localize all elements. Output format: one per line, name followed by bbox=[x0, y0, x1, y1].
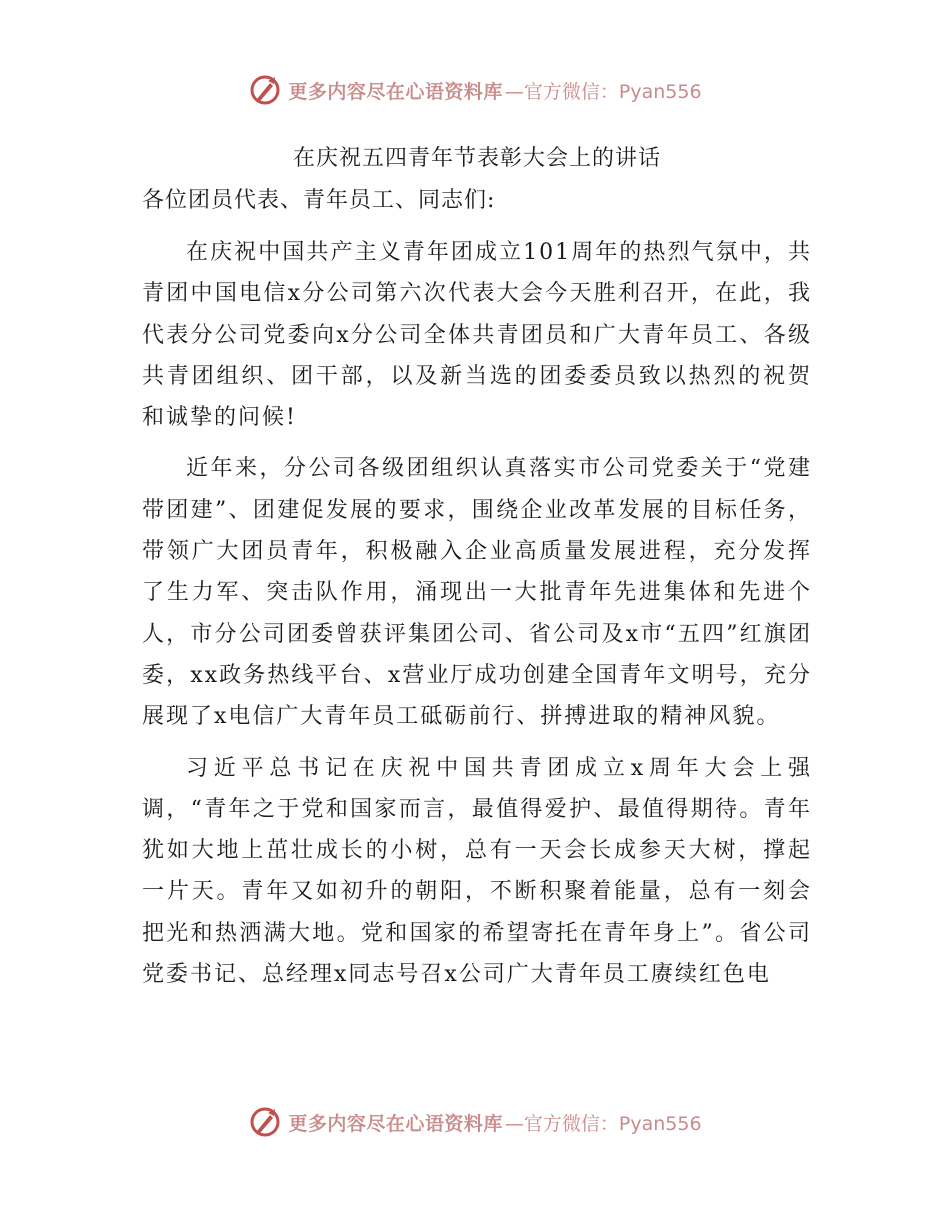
salutation: 各位团员代表、青年员工、同志们: bbox=[142, 188, 496, 213]
pen-logo-icon bbox=[248, 1105, 282, 1139]
document-body bbox=[142, 138, 812, 995]
paragraph-2: 近年来，分公司各级团组织认真落实市公司党委关于“党建带团建”、团建促发展的要求，围绕企业改革发展的目标任务，带领广大团员青年，积极融入企业高质量发展进程，充分发挥了生力军、突击队作用，涌现出一大批青年先进集体和先进个人，市分公司团委曾获评集团公司、省公司及x市“五四”红旗团委，xx政务热线平台、x营业厅成功创建全国青年文明号，充分展现了x电信广大青年员工砥砺前行、拼搏进取的精神风貌。 bbox=[142, 456, 812, 730]
pen-logo-icon bbox=[248, 73, 282, 107]
watermark-brand-text: 更多内容尽在心语资料库 bbox=[288, 1112, 503, 1135]
watermark-brand-text: 更多内容尽在心语资料库 bbox=[288, 80, 503, 103]
watermark-contact-text: —官方微信：Pyan556 bbox=[504, 1112, 702, 1135]
header-watermark-banner bbox=[0, 70, 950, 110]
footer-watermark-banner bbox=[0, 1102, 950, 1142]
document-title: 在庆祝五四青年节表彰大会上的讲话 bbox=[292, 146, 661, 171]
paragraph-3: 习近平总书记在庆祝中国共青团成立x周年大会上强调，“青年之于党和国家而言，最值得爱护、最值得期待。青年犹如大地上茁壮成长的小树，总有一天会长成参天大树，撑起一片天。青年又如初升的朝阳，不断积聚着能量，总有一刻会把光和热洒满大地。党和国家的希望寄托在青年身上”。省公司党委书记、总经理x同志号召x公司广大青年员工赓续红色电 bbox=[142, 755, 812, 988]
paragraph-1: 在庆祝中国共产主义青年团成立101周年的热烈气氛中，共青团中国电信x分公司第六次代表大会今天胜利召开，在此，我代表分公司党委向x分公司全体共青团员和广大青年员工、各级共青团组织、团干部，以及新当选的团委委员致以热烈的祝贺和诚挚的问候! bbox=[142, 240, 812, 431]
watermark-contact-text: —官方微信：Pyan556 bbox=[504, 80, 702, 103]
